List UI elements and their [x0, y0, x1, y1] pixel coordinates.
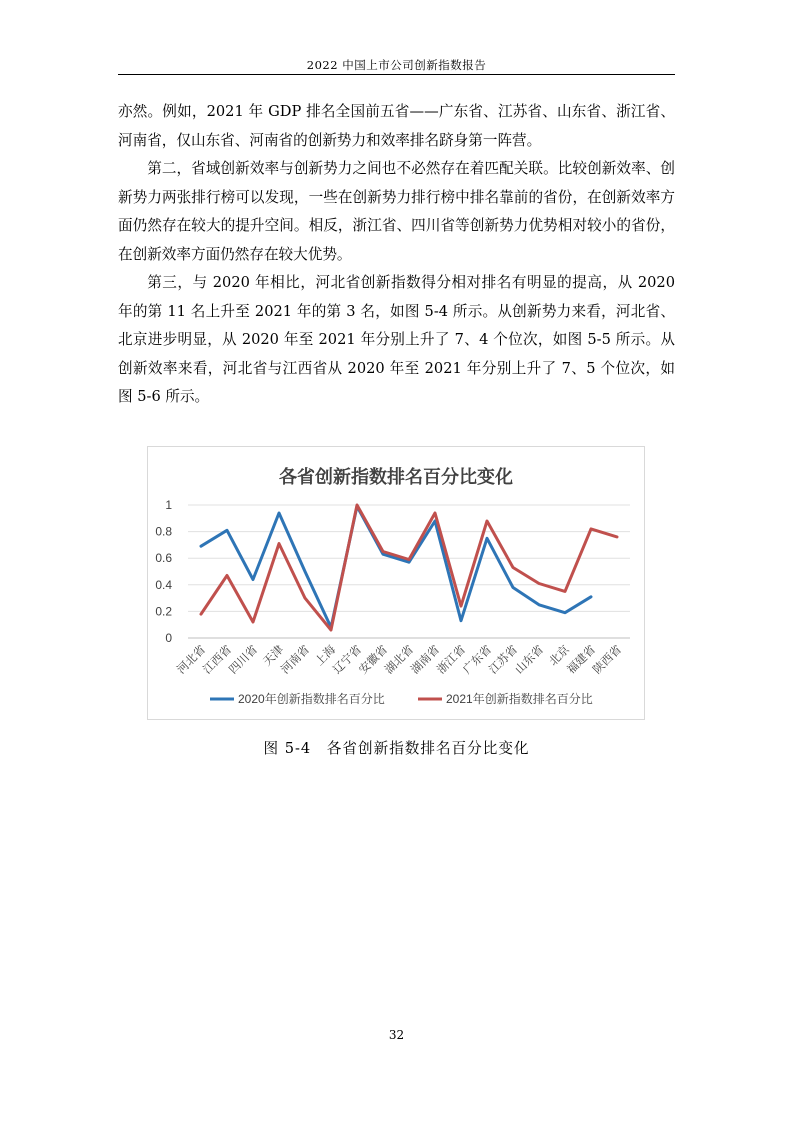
x-tick-label: 河南省 [279, 643, 313, 677]
y-tick-label: 0.4 [155, 577, 172, 592]
x-tick-label: 浙江省 [435, 643, 469, 677]
legend-label-1: 2020年创新指数排名百分比 [238, 692, 385, 706]
chart-frame [147, 446, 645, 720]
line-chart [148, 447, 644, 719]
x-tick-label: 辽宁省 [331, 643, 365, 677]
y-tick-label: 0.8 [155, 524, 172, 539]
y-tick-label: 0.2 [155, 604, 172, 619]
x-tick-label: 山东省 [513, 643, 547, 677]
x-tick-label: 湖南省 [409, 643, 443, 677]
x-tick-label: 河北省 [175, 643, 209, 677]
running-header: 2022 中国上市公司创新指数报告 [306, 58, 487, 72]
y-tick-label: 0.6 [155, 551, 172, 566]
x-tick-label: 北京 [547, 643, 573, 669]
paragraph-3: 第三，与 2020 年相比，河北省创新指数得分相对排名有明显的提高，从 2020 年的第 11 名上升至 2021 年的第 3 名，如图 5-4 所示。从创新势力来看，河北省、北京进步明显，从 2020 年至 2021 年分别上升了 7、4 个位次，如图 5-5 所示。从创新效率来看，河北省与江西省从 2020 年至 2021 年分别上升了 7、5 个位次，如图 5-6 所示。 [118, 274, 675, 405]
paragraph-2: 第二，省域创新效率与创新势力之间也不必然存在着匹配关联。比较创新效率、创新势力两张排行榜可以发现，一些在创新势力排行榜中排名靠前的省份，在创新效率方面仍然存在较大的提升空间。相反，浙江省、四川省等创新势力优势相对较小的省份，在创新效率方面仍然存在较大优势。 [118, 160, 675, 263]
figure-caption: 图 5-4 各省创新指数排名百分比变化 [263, 740, 530, 757]
x-tick-label: 湖北省 [383, 643, 417, 677]
series-line-1 [201, 506, 591, 627]
x-tick-label: 江西省 [201, 643, 235, 677]
page-number: 32 [388, 1028, 405, 1042]
y-tick-label: 0 [165, 631, 172, 645]
paragraph-1: 亦然。例如，2021 年 GDP 排名全国前五省——广东省、江苏省、山东省、浙江省、河南省，仅山东省、河南省的创新势力和效率排名跻身第一阵营。 [118, 103, 675, 149]
x-tick-label: 天津 [261, 643, 287, 669]
x-tick-label: 福建省 [565, 643, 599, 677]
x-tick-label: 四川省 [227, 643, 261, 677]
header-rule [118, 74, 675, 75]
x-tick-label: 广东省 [461, 643, 495, 677]
body-text [118, 98, 675, 412]
x-tick-label: 安徽省 [357, 643, 391, 677]
legend-label-2: 2021年创新指数排名百分比 [446, 692, 593, 706]
chart-title: 各省创新指数排名百分比变化 [279, 467, 513, 487]
x-tick-label: 陕西省 [591, 643, 625, 677]
x-tick-label: 江苏省 [487, 643, 521, 677]
x-tick-label: 上海 [313, 643, 339, 669]
y-tick-label: 1 [165, 498, 172, 512]
